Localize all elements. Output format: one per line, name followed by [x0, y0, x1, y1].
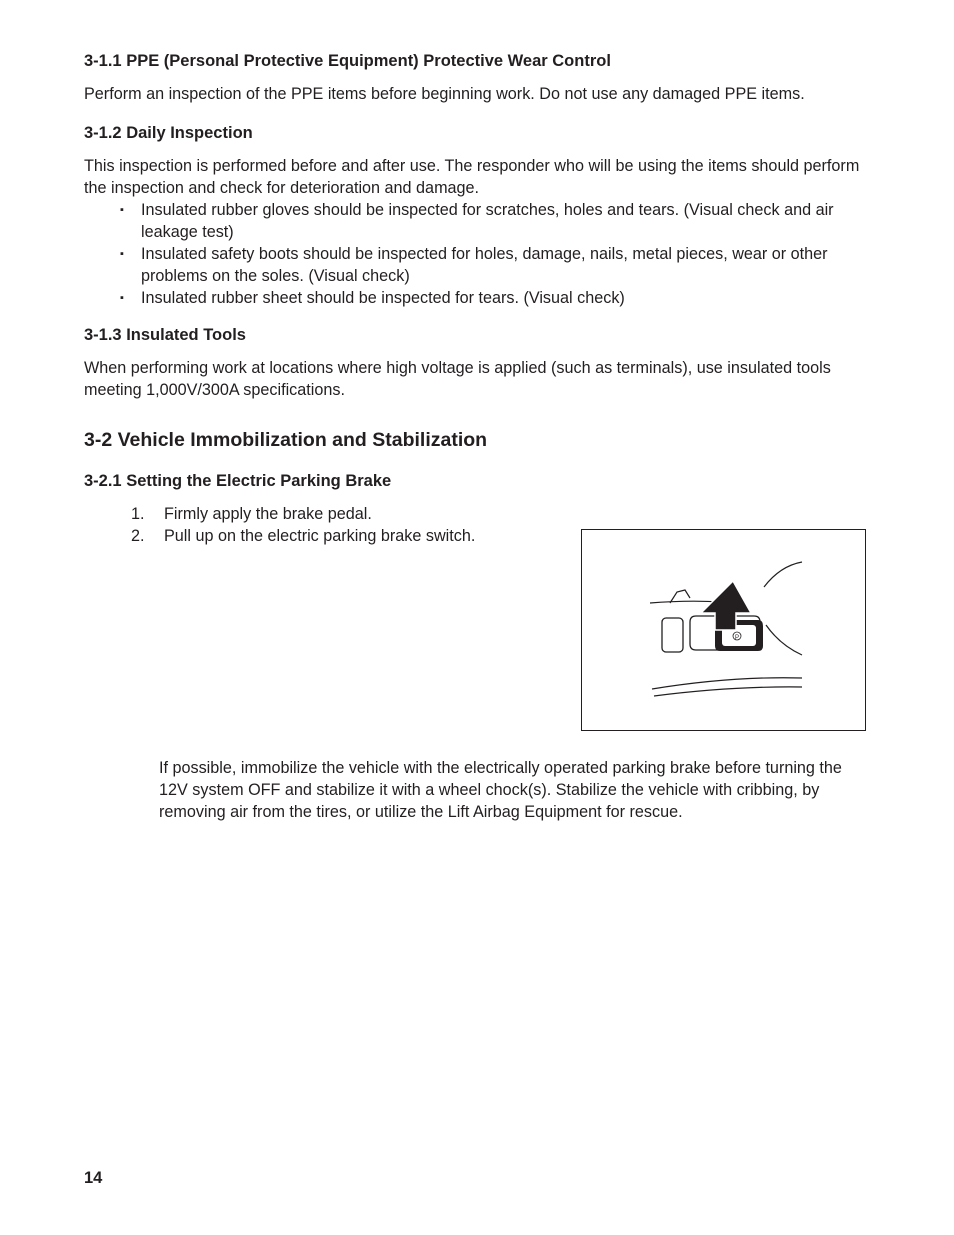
page-number: 14	[84, 1169, 103, 1187]
step-item-1	[131, 503, 551, 525]
inspection-bullet-list	[120, 199, 860, 309]
section-heading-immobilization: 3-2 Vehicle Immobilization and Stabilization	[84, 429, 488, 451]
bullet-item-gloves: ▪ Insulated rubber gloves should be inspected for scratches, holes and tears. (Visual check and air leakage test)	[120, 199, 860, 243]
section-heading-insulated-tools: 3-1.3 Insulated Tools	[84, 326, 246, 344]
section-heading-parking-brake: 3-2.1 Setting the Electric Parking Brake	[84, 472, 392, 490]
step-item-2	[131, 525, 551, 547]
parking-brake-switch-illustration	[582, 530, 865, 730]
ppe-paragraph: Perform an inspection of the PPE items before beginning work. Do not use any damaged PPE items.	[84, 85, 805, 103]
immobilization-note: If possible, immobilize the vehicle with the electrically operated parking brake before turning the 12V system OFF and stabilize it with a wheel chock(s). Stabilize the vehicle with cribbing, by removing air from the tires, or utilize the Lift Airbag Equipment for rescue.	[159, 759, 842, 821]
step-text-2: Pull up on the electric parking brake switch.	[164, 527, 476, 545]
step-number-1: 1.	[131, 505, 145, 523]
daily-inspection-paragraph: This inspection is performed before and after use. The responder who will be using the items should perform the inspection and check for deterioration and damage.	[84, 157, 860, 197]
parking-brake-figure	[581, 529, 866, 731]
section-heading-ppe: 3-1.1 PPE (Personal Protective Equipment) Protective Wear Control	[84, 52, 611, 70]
step-number-2: 2.	[131, 527, 145, 545]
insulated-tools-paragraph: When performing work at locations where high voltage is applied (such as terminals), use insulated tools meeting 1,000V/300A specifications.	[84, 359, 831, 399]
step-text-1: Firmly apply the brake pedal.	[164, 505, 372, 523]
section-heading-daily-inspection: 3-1.2 Daily Inspection	[84, 124, 253, 142]
bullet-item-boots: ▪ Insulated safety boots should be inspected for holes, damage, nails, metal pieces, wear or other problems on the soles. (Visual check)	[120, 243, 860, 287]
bullet-item-rubber-sheet: ▪ Insulated rubber sheet should be inspected for tears. (Visual check)	[120, 287, 860, 309]
parking-brake-symbol: P	[734, 635, 740, 641]
parking-brake-steps	[131, 503, 551, 547]
